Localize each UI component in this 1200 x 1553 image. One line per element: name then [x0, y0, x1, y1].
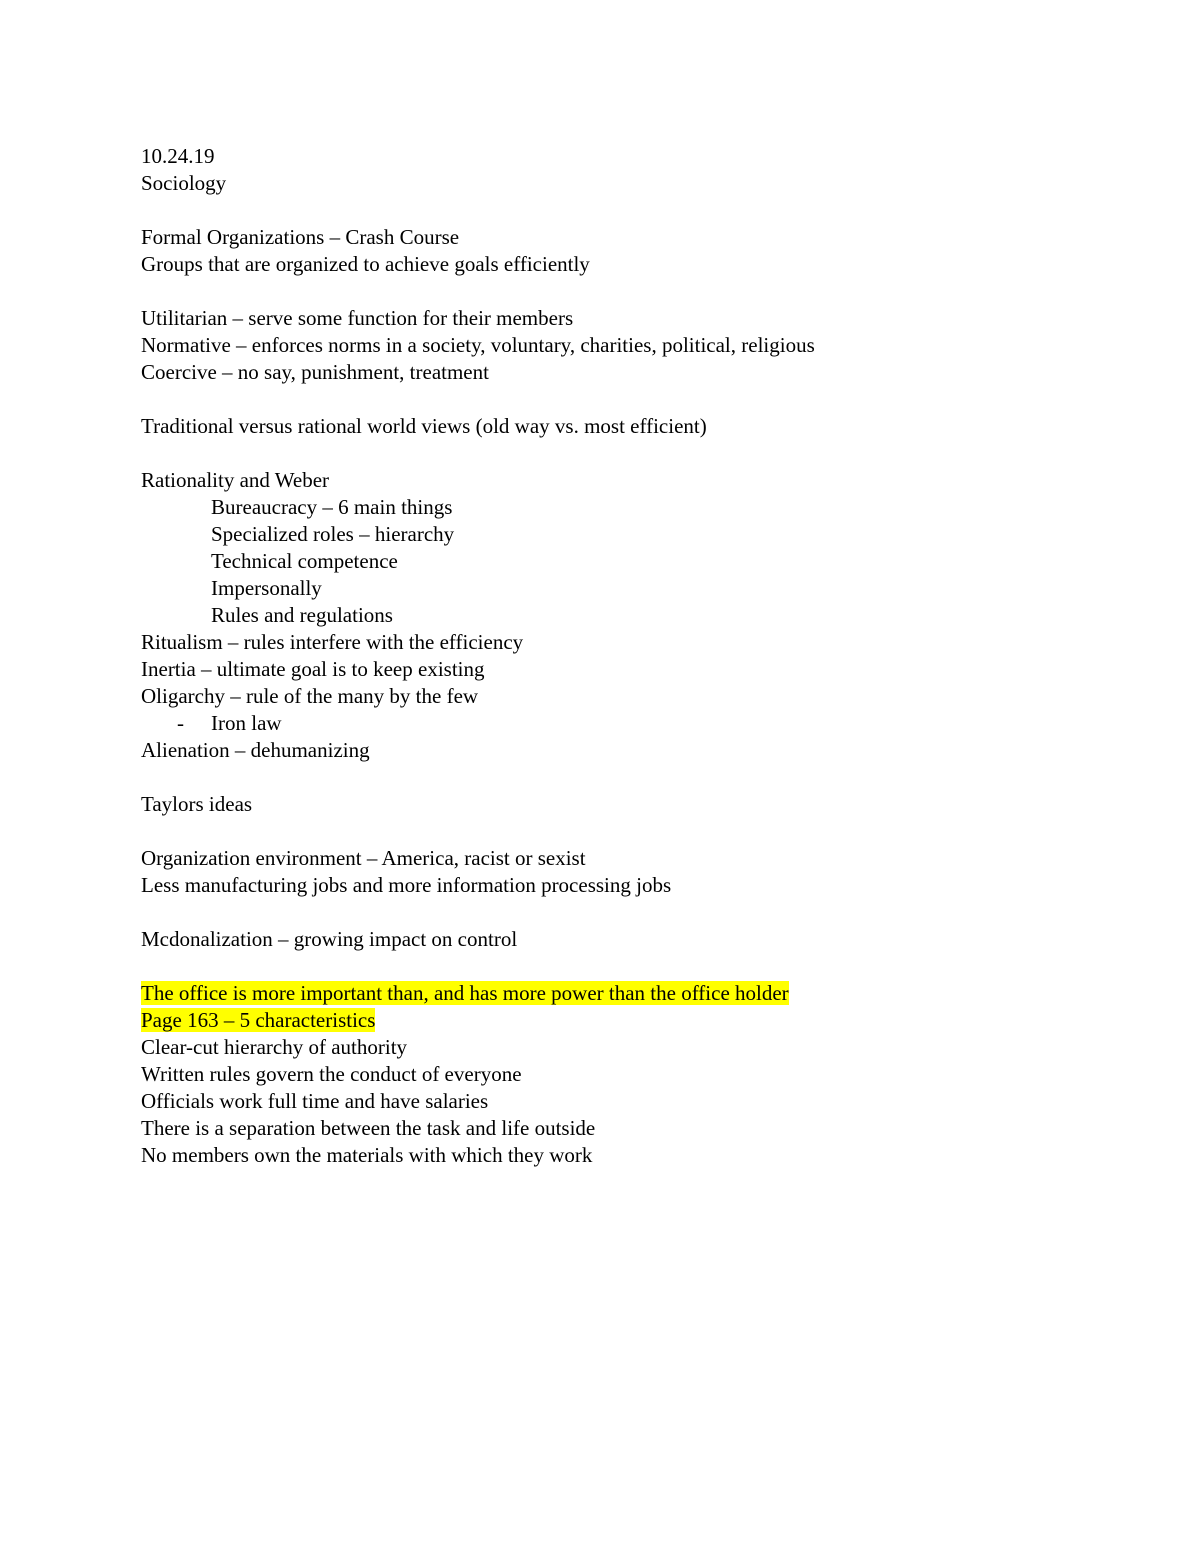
problem-inertia: Inertia – ultimate goal is to keep existing	[141, 657, 485, 681]
characteristic-5: No members own the materials with which they work	[141, 1143, 593, 1167]
blank-line	[141, 764, 1101, 791]
document-body	[141, 143, 1101, 1169]
type-utilitarian: Utilitarian – serve some function for their members	[141, 306, 574, 330]
highlighted-text: Page 163 – 5 characteristics	[141, 1008, 376, 1032]
blank-line	[141, 278, 1101, 305]
blank-line	[141, 197, 1101, 224]
highlighted-line-1	[141, 980, 1101, 1007]
taylors-line: Taylors ideas	[141, 792, 253, 816]
characteristic-1: Clear-cut hierarchy of authority	[141, 1035, 408, 1059]
problem-ritualism: Ritualism – rules interfere with the efficiency	[141, 630, 524, 654]
weber-item-technical-competence: Technical competence	[211, 549, 398, 573]
type-coercive: Coercive – no say, punishment, treatment	[141, 360, 489, 384]
dash-bullet: -	[177, 711, 184, 735]
note-subject: Sociology	[141, 171, 227, 195]
problem-alienation: Alienation – dehumanizing	[141, 738, 370, 762]
blank-line	[141, 386, 1101, 413]
environment-line-1: Organization environment – America, racist or sexist	[141, 846, 586, 870]
highlighted-line-2	[141, 1007, 1101, 1034]
definition-line: Groups that are organized to achieve goals efficiently	[141, 252, 590, 276]
characteristic-2: Written rules govern the conduct of everyone	[141, 1062, 522, 1086]
weber-item-impersonally: Impersonally	[211, 576, 322, 600]
note-date: 10.24.19	[141, 144, 215, 168]
blank-line	[141, 953, 1101, 980]
blank-line	[141, 818, 1101, 845]
weber-item-specialized-roles: Specialized roles – hierarchy	[211, 522, 455, 546]
mcdonalization-line: Mcdonalization – growing impact on control	[141, 927, 518, 951]
section-heading: Formal Organizations – Crash Course	[141, 225, 460, 249]
type-normative: Normative – enforces norms in a society, voluntary, charities, political, religious	[141, 333, 815, 357]
environment-line-2: Less manufacturing jobs and more information processing jobs	[141, 873, 672, 897]
weber-item-bureaucracy: Bureaucracy – 6 main things	[211, 495, 453, 519]
highlighted-text: The office is more important than, and has more power than the office holder	[141, 981, 789, 1005]
problem-oligarchy: Oligarchy – rule of the many by the few	[141, 684, 479, 708]
blank-line	[141, 899, 1101, 926]
weber-title: Rationality and Weber	[141, 468, 330, 492]
blank-line	[141, 440, 1101, 467]
iron-law-item	[141, 710, 1101, 737]
characteristic-4: There is a separation between the task and life outside	[141, 1116, 596, 1140]
worldviews-line: Traditional versus rational world views (old way vs. most efficient)	[141, 414, 707, 438]
weber-item-rules: Rules and regulations	[211, 603, 393, 627]
iron-law-text: Iron law	[211, 711, 282, 735]
characteristic-3: Officials work full time and have salaries	[141, 1089, 489, 1113]
